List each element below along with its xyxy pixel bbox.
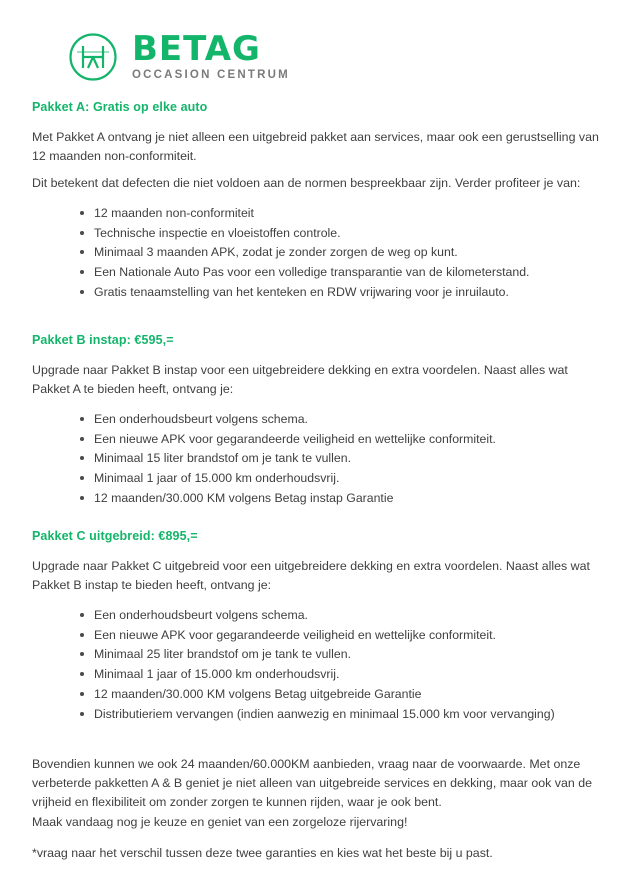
section-title-c: Pakket C uitgebreid: €895,= <box>32 529 198 544</box>
list-item: Gratis tenaamstelling van het kenteken en RDW vrijwaring voor je inruilauto. <box>80 283 608 303</box>
section-a-paragraph-2: Dit betekent dat defecten die niet voldoen aan de normen bespreekbaar zijn. Verder profiteer je van: <box>32 176 581 191</box>
list-item: Een onderhoudsbeurt volgens schema. <box>80 606 608 626</box>
list-item: Een Nationale Auto Pas voor een volledige transparantie van de kilometerstand. <box>80 263 608 283</box>
list-item: 12 maanden non-conformiteit <box>80 204 608 224</box>
list-item: Minimaal 3 maanden APK, zodat je zonder zorgen de weg op kunt. <box>80 243 608 263</box>
closing-section <box>32 755 608 863</box>
list-item: Minimaal 25 liter brandstof om je tank te vullen. <box>80 645 608 665</box>
list-item: Een nieuwe APK voor gegarandeerde veiligheid en wettelijke conformiteit. <box>80 626 608 646</box>
section-b-paragraph-1: Upgrade naar Pakket B instap voor een uitgebreidere dekking en extra voordelen. Naast alles wat Pakket A te bieden heeft, ontvang je: <box>32 363 568 397</box>
brand-logo <box>32 0 608 88</box>
closing-paragraph-2: Maak vandaag nog je keuze en geniet van een zorgeloze rijervaring! <box>32 814 408 829</box>
section-a-paragraph-1: Met Pakket A ontvang je niet alleen een uitgebreid pakket aan services, maar ook een gerustselling van 12 maanden non-conformiteit. <box>32 130 599 164</box>
brand-name: BETAG <box>132 29 261 70</box>
betag-badge-icon <box>64 28 122 86</box>
spacer <box>32 725 608 755</box>
section-a-bullet-list <box>32 204 608 304</box>
spacer <box>32 303 608 333</box>
package-section-b <box>32 333 608 509</box>
list-item: Minimaal 1 jaar of 15.000 km onderhoudsvrij. <box>80 665 608 685</box>
closing-paragraph-1: Bovendien kunnen we ook 24 maanden/60.000KM aanbieden, vraag naar de voorwaarde. Met onze verbeterde pakketten A & B geniet je niet alleen van uitgebreide services en dekking, maar ook van de vrijheid en flexibiliteit om zonder zorgen te kunnen rijden, waar je ook bent. <box>32 757 592 810</box>
list-item: Een onderhoudsbeurt volgens schema. <box>80 410 608 430</box>
list-item: Minimaal 15 liter brandstof om je tank te vullen. <box>80 449 608 469</box>
list-item: Distributieriem vervangen (indien aanwezig en minimaal 15.000 km voor vervanging) <box>80 705 608 725</box>
section-c-paragraph-1: Upgrade naar Pakket C uitgebreid voor een uitgebreidere dekking en extra voordelen. Naast alles wat Pakket B instap te bieden heeft, ontvang je: <box>32 559 590 593</box>
closing-footnote: *vraag naar het verschil tussen deze twee garanties en kies wat het beste bij u past. <box>32 845 493 860</box>
section-c-bullet-list <box>32 606 608 725</box>
list-item: 12 maanden/30.000 KM volgens Betag instap Garantie <box>80 489 608 509</box>
section-title-b: Pakket B instap: €595,= <box>32 333 174 348</box>
list-item: Minimaal 1 jaar of 15.000 km onderhoudsvrij. <box>80 469 608 489</box>
brand-wordmark <box>132 29 290 82</box>
list-item: 12 maanden/30.000 KM volgens Betag uitgebreide Garantie <box>80 685 608 705</box>
section-title-a: Pakket A: Gratis op elke auto <box>32 100 208 114</box>
section-b-bullet-list <box>32 410 608 510</box>
package-section-c <box>32 529 608 725</box>
document-content <box>32 88 608 863</box>
list-item: Een nieuwe APK voor gegarandeerde veiligheid en wettelijke conformiteit. <box>80 430 608 450</box>
spacer <box>32 509 608 529</box>
list-item: Technische inspectie en vloeistoffen controle. <box>80 224 608 244</box>
brand-tagline: OCCASION CENTRUM <box>132 69 290 82</box>
spacer <box>32 832 608 844</box>
package-section-a <box>32 100 608 303</box>
